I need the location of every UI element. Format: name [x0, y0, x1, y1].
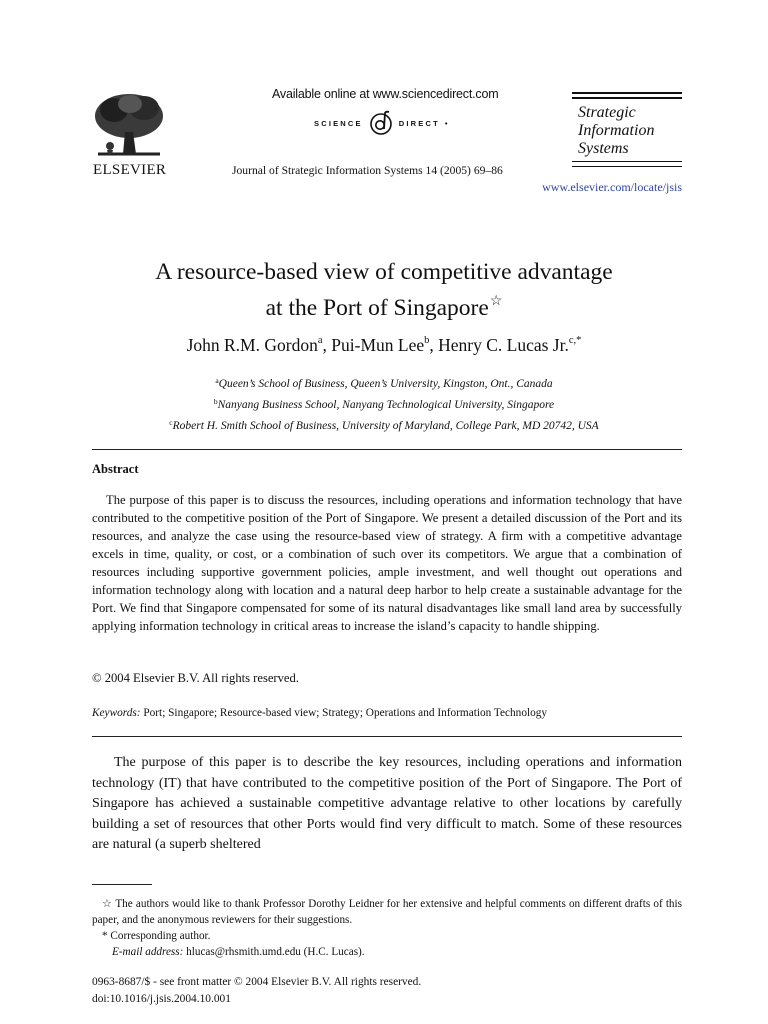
title-line-2-text: at the Port of Singapore: [265, 295, 489, 321]
author-separator: ,: [322, 335, 332, 355]
affiliations: [0, 372, 768, 435]
sciencedirect-logo: [314, 110, 450, 136]
journal-url-link[interactable]: www.elsevier.com/locate/jsis: [542, 180, 682, 194]
publisher-name: ELSEVIER: [93, 162, 167, 178]
journal-name-line: Information: [578, 122, 655, 139]
affiliation-text: Nanyang Business School, Nanyang Technological University, Singapore: [217, 399, 555, 411]
legal-info: [92, 974, 421, 1008]
email-address-link[interactable]: hlucas@rhsmith.umd.edu (H.C. Lucas).: [186, 946, 365, 958]
title-line-1: A resource-based view of competitive advantage: [155, 259, 613, 285]
affiliation-line: [0, 393, 768, 414]
issn-line: 0963-8687/$ - see front matter © 2004 Elsevier B.V. All rights reserved.: [92, 976, 422, 988]
footnote-rule: [92, 884, 152, 885]
abstract-body: [92, 491, 682, 635]
author-name: Henry C. Lucas Jr.: [438, 335, 569, 355]
body-text: [92, 753, 682, 856]
footnotes: [92, 896, 682, 960]
available-online-text[interactable]: Available online at www.sciencedirect.com: [272, 87, 499, 101]
journal-logo-rule: [572, 97, 682, 99]
email-label: E-mail address:: [112, 946, 184, 958]
author-affil-mark: c,*: [568, 335, 582, 346]
author-name: Pui-Mun Lee: [331, 335, 425, 355]
journal-name-logo: [578, 104, 654, 158]
author-affil-mark: a: [317, 335, 323, 346]
journal-name-line: Systems: [578, 140, 629, 157]
direct-mark: •: [444, 118, 450, 128]
journal-logo-rule: [572, 92, 682, 94]
journal-logo-rule: [572, 161, 682, 162]
affiliation-line: [0, 372, 768, 393]
keywords: [92, 707, 547, 719]
journal-citation: Journal of Strategic Information Systems 14 (2005) 69–86: [232, 164, 503, 177]
footnote-corresponding: * Corresponding author.: [102, 930, 211, 942]
title-line-2: [0, 287, 768, 323]
journal-name-line: Strategic: [578, 104, 636, 121]
author-separator: ,: [429, 335, 439, 355]
doi-link[interactable]: doi:10.1016/j.jsis.2004.10.001: [92, 993, 231, 1005]
abstract-paragraph: The purpose of this paper is to discuss the resources, including operations and information technology that have contributed to the competitive position of the Port of Singapore. We present a detailed discussion of the Port and its resources, and analyze the case using the resource-based view of strategy. A firm with a competitive advantage excels in time, quality, or cost, or a combination of such over its competitors. We argue that a combination of resources including supportive government policies, ample investment, and well thought out operations and information technology along with location and a natural deep harbor to help create a sustainable advantage for the Port. We find that Singapore compensated for some of its natural disadvantages like small land area by successfully applying information technology in critical areas to increase the island’s capacity to handle shipping.: [92, 493, 682, 633]
affiliation-mark: a: [215, 376, 219, 385]
abstract-bottom-rule: [92, 736, 682, 737]
affiliation-line: [0, 414, 768, 435]
title-footnote-star-icon[interactable]: ☆: [489, 294, 503, 309]
elsevier-tree-logo: [92, 92, 166, 160]
journal-logo-rule: [572, 166, 682, 167]
footnote-thanks-text: The authors would like to thank Professor Dorothy Leidner for her extensive and helpful comments on different drafts of this paper, and the anonymous reviewers for their suggestions.: [92, 898, 682, 926]
abstract-copyright: © 2004 Elsevier B.V. All rights reserved.: [92, 671, 299, 685]
affiliation-text: Queen’s School of Business, Queen’s University, Kingston, Ont., Canada: [218, 378, 553, 390]
keywords-label: Keywords:: [92, 707, 141, 719]
affiliation-text: Robert H. Smith School of Business, University of Maryland, College Park, MD 20742, USA: [172, 420, 599, 432]
author-list: [0, 335, 768, 356]
body-paragraph: The purpose of this paper is to describe the key resources, including operations and information technology (IT) that have contributed to the competitive position of the Port of Singapore. The Port of Singapore has achieved a sustainable competitive advantage relative to other locations by carefully building a set of resources that other Ports would find very difficult to match. Some of these resources are natural (a superb sheltered: [92, 755, 682, 853]
author-name: John R.M. Gordon: [186, 335, 318, 355]
sciencedirect-d-icon: [368, 110, 394, 136]
abstract-heading: Abstract: [92, 462, 139, 476]
science-word: SCIENCE: [314, 118, 363, 128]
direct-word: DIRECT: [398, 118, 440, 128]
affiliation-mark: b: [213, 397, 218, 406]
footnote-thanks: [92, 896, 682, 928]
footnote-email: [92, 944, 682, 960]
footnote-star-icon: ☆: [102, 898, 113, 910]
abstract-top-rule: [92, 449, 682, 450]
affiliation-mark: c: [169, 418, 173, 427]
author-affil-mark: b: [424, 335, 430, 346]
keywords-list: Port; Singapore; Resource-based view; Strategy; Operations and Information Technology: [143, 707, 548, 719]
article-title: [0, 258, 768, 323]
